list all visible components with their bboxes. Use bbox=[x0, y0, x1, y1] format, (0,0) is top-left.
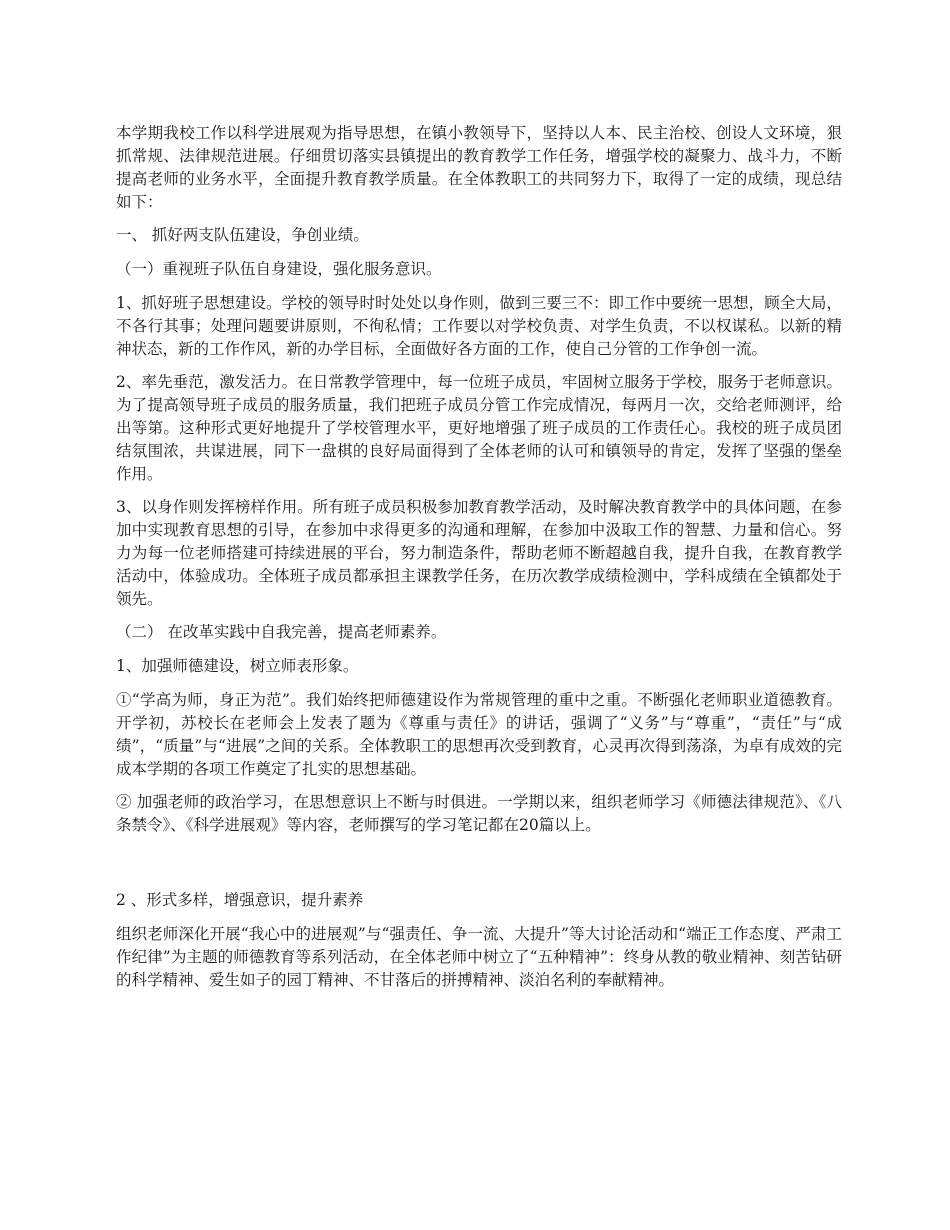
paragraph-circled-2: ② 加强老师的政治学习，在思想意识上不断与时俱进。一学期以来，组织老师学习《师德法律规范》、《八条禁令》、《科学进展观》等内容，老师撰写的学习笔记都在20篇以上。 bbox=[116, 793, 842, 834]
blank-gap bbox=[116, 847, 842, 889]
paragraph-item-1: 1、抓好班子思想建设。学校的领导时时处处以身作则，做到三要三不：即工作中要统一思想，顾全大局，不各行其事；处理问题要讲原则，不徇私情；工作要以对学校负责、对学生负责，不以权谋私。以新的精神状态，新的工作作风，新的办学目标，全面做好各方面的工作，使自己分管的工作争创一流。 bbox=[116, 294, 842, 358]
intro-paragraph: 本学期我校工作以科学进展观为指导思想，在镇小教领导下，坚持以人本、民主治校、创设人文环境，狠抓常规、法律规范进展。仔细贯切落实县镇提出的教育教学工作任务，增强学校的凝聚力、战斗力，不断提高老师的业务水平，全面提升教育教学质量。在全体教职工的共同努力下，取得了一定的成绩，现总结如下： bbox=[116, 124, 842, 211]
section-heading-1: 一、 抓好两支队伍建设，争创业绩。 bbox=[116, 226, 369, 244]
item-heading-1: 1、加强师德建设，树立师表形象。 bbox=[116, 657, 359, 675]
paragraph-item-3: 3、以身作则发挥榜样作用。所有班子成员积极参加教育教学活动，及时解决教育教学中的具体问题，在参加中实现教育思想的引导，在参加中求得更多的沟通和理解，在参加中汲取工作的智慧、力量和信心。努力为每一位老师搭建可持续进展的平台，努力制造条件，帮助老师不断超越自我，提升自我，在教育教学活动中，体验成功。全体班子成员都承担主课教学任务，在历次教学成绩检测中，学科成绩在全镇都处于领先。 bbox=[116, 498, 842, 608]
item-heading-2: 2 、形式多样，增强意识，提升素养 bbox=[116, 891, 364, 909]
document-page bbox=[116, 122, 842, 1002]
subsection-heading-2: （二） 在改革实践中自我完善，提高老师素养。 bbox=[116, 623, 447, 641]
paragraph-item-2: 2、率先垂范，激发活力。在日常教学管理中，每一位班子成员，牢固树立服务于学校，服务于老师意识。为了提高领导班子成员的服务质量，我们把班子成员分管工作完成情况，每两月一次，交给老师测评，给出等第。这种形式更好地提升了学校管理水平，更好地增强了班子成员的工作责任心。我校的班子成员团结氛围浓，共谋进展，同下一盘棋的良好局面得到了全体老师的认可和镇领导的肯定，发挥了坚强的堡垒作用。 bbox=[116, 373, 842, 483]
subsection-heading-1: （一）重视班子队伍自身建设，强化服务意识。 bbox=[116, 260, 442, 278]
paragraph-circled-1: ①“学高为师，身正为范”。我们始终把师德建设作为常规管理的重中之重。不断强化老师职业道德教育。开学初，苏校长在老师会上发表了题为《尊重与责任》的讲话，强调了“义务”与“尊重”，“责任”与“成绩”，“质量”与“进展”之间的关系。全体教职工的思想再次受到教育，心灵再次得到荡涤，为卓有成效的完成本学期的各项工作奠定了扎实的思想基础。 bbox=[116, 691, 842, 778]
paragraph-activities: 组织老师深化开展“我心中的进展观”与“强责任、争一流、大提升”等大讨论活动和“端正工作态度、严肃工作纪律”为主题的师德教育等系列活动，在全体老师中树立了“五种精神”：终身从教的敬业精神、刻苦钻研的科学精神、爱生如子的园丁精神、不甘落后的拼搏精神、淡泊名利的奉献精神。 bbox=[116, 925, 842, 989]
